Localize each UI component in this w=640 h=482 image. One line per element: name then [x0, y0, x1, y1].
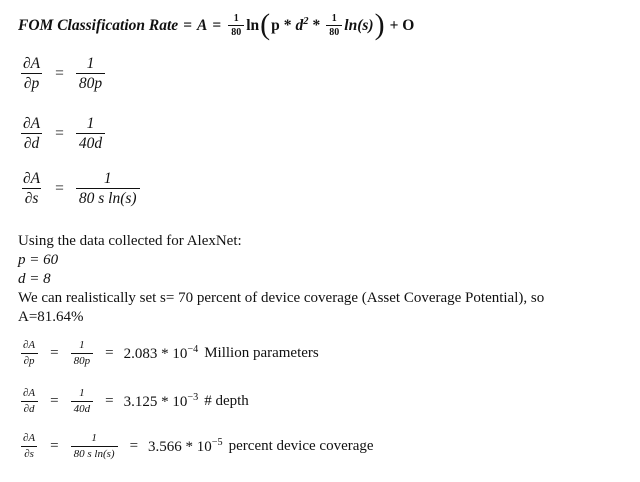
- result-dp-value: $2.083 * 10^{-4}$: [123, 343, 199, 362]
- left-paren: (: [260, 8, 271, 41]
- partial-dp: $\frac{\partial A}{\partial p}$ = $\frac{1}{80p}$: [18, 56, 107, 92]
- fom-ln: ln: [246, 17, 260, 34]
- result-dp: $\frac{\partial A}{\partial p}$ = $\frac{1}{80p}$ = $2.083 * 10^{-4}$ Million parameters: [18, 340, 319, 367]
- fom-ln-s: ln(s): [344, 17, 374, 34]
- result-ds: $\frac{\partial A}{\partial s}$ = $\frac{1}{\text{80 s ln(s)}}$ = $3.566 * 10^{-5}$ percent device coverage: [23, 432, 374, 460]
- fom-coef-fraction: $\frac{1}{80}$: [228, 14, 244, 39]
- result-dp-unit: Million parameters: [204, 344, 319, 361]
- fom-equation: FOM Classification Rate = A = $\frac{1}{80}$ ln ( p * $d^2$ * $\frac{1}{80}$ ln(s) ) + O: [18, 8, 415, 41]
- right-paren: ): [374, 8, 385, 41]
- result-dd: $\frac{\partial A}{\partial d}$ = $\frac{1}{40d}$ = $3.125 * 10^{-3}$ # depth: [18, 388, 249, 415]
- fom-p: p: [271, 17, 280, 34]
- partial-dd: $\frac{\partial A}{\partial d}$ = $\frac{1}{40d}$: [18, 116, 107, 152]
- data-intro: Using the data collected for AlexNet:: [18, 233, 242, 249]
- result-dd-unit: # depth: [204, 392, 249, 409]
- fom-s-coef-fraction: $\frac{1}{80}$: [326, 14, 342, 39]
- fom-lhs-var: A: [197, 17, 208, 34]
- fom-plus-o: + O: [389, 17, 415, 34]
- a-value: A=81.64%: [18, 309, 84, 325]
- fom-d: $d^2$: [295, 16, 309, 35]
- result-ds-unit: percent device coverage: [228, 437, 374, 454]
- result-ds-value: $3.566 * 10^{-5}$: [148, 436, 223, 455]
- s-value-sentence: We can realistically set s= 70 percent of device coverage (Asset Coverage Potential), so: [18, 290, 545, 306]
- partial-ds: $\frac{\partial A}{\partial s}$ = $\frac{1}{\text{80 s ln(s)}}$: [18, 171, 142, 207]
- p-value: p = 60: [18, 252, 59, 268]
- result-dd-value: $3.125 * 10^{-3}$: [123, 391, 199, 410]
- d-value: d = 8: [18, 271, 51, 287]
- fom-label: FOM Classification Rate: [18, 17, 179, 34]
